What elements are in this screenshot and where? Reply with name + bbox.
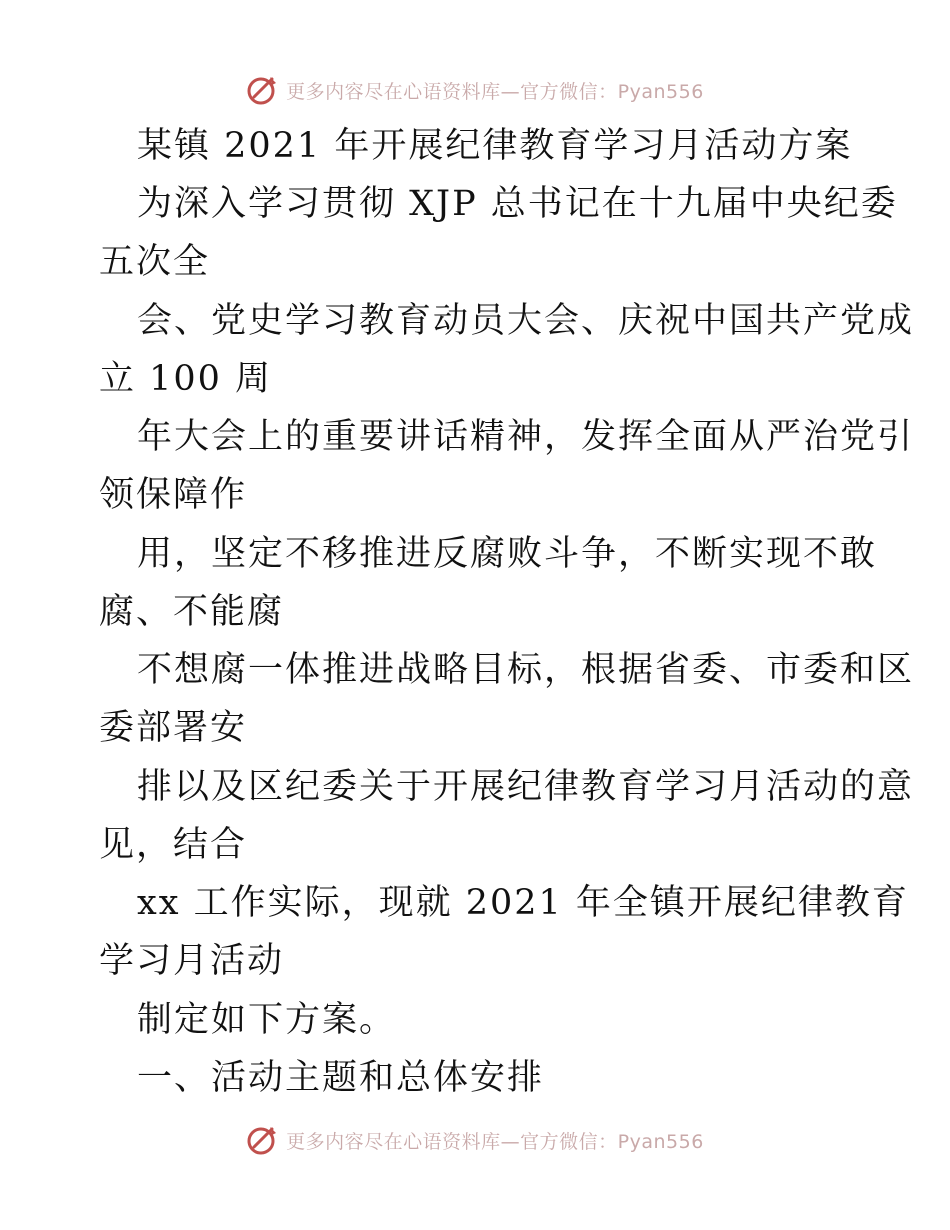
footer-watermark xyxy=(0,1120,950,1160)
paragraph-line: xx 工作实际，现就 2021 年全镇开展纪律教育 xyxy=(137,883,909,923)
brush-logo-icon xyxy=(246,73,280,107)
watermark-text: 更多内容尽在心语资料库—官方微信：Pyan556 xyxy=(286,80,704,103)
watermark-text: 更多内容尽在心语资料库—官方微信：Pyan556 xyxy=(286,1130,704,1153)
document-title: 某镇 2021 年开展纪律教育学习月活动方案 xyxy=(137,126,853,166)
paragraph-line: 用，坚定不移推进反腐败斗争，不断实现不敢 xyxy=(137,534,878,574)
section-heading: 一、活动主题和总体安排 xyxy=(137,1058,545,1098)
paragraph-line: 年大会上的重要讲话精神，发挥全面从严治党引 xyxy=(137,417,915,457)
paragraph-line: 制定如下方案。 xyxy=(137,1000,397,1040)
paragraph-line: 立 100 周 xyxy=(99,359,273,399)
paragraph-line: 委部署安 xyxy=(99,708,248,748)
paragraph-line: 腐、不能腐 xyxy=(99,592,285,632)
paragraph-line: 排以及区纪委关于开展纪律教育学习月活动的意 xyxy=(137,767,915,807)
paragraph-line: 会、党史学习教育动员大会、庆祝中国共产党成 xyxy=(137,301,915,341)
brush-logo-icon xyxy=(246,1123,280,1157)
paragraph-line: 不想腐一体推进战略目标，根据省委、市委和区 xyxy=(137,650,915,690)
paragraph-line: 五次全 xyxy=(99,242,211,282)
paragraph-line: 领保障作 xyxy=(99,475,248,515)
paragraph-line: 学习月活动 xyxy=(99,941,285,981)
header-watermark xyxy=(0,70,950,110)
paragraph-line: 见，结合 xyxy=(99,825,248,865)
paragraph-line: 为深入学习贯彻 XJP 总书记在十九届中央纪委 xyxy=(137,184,898,224)
